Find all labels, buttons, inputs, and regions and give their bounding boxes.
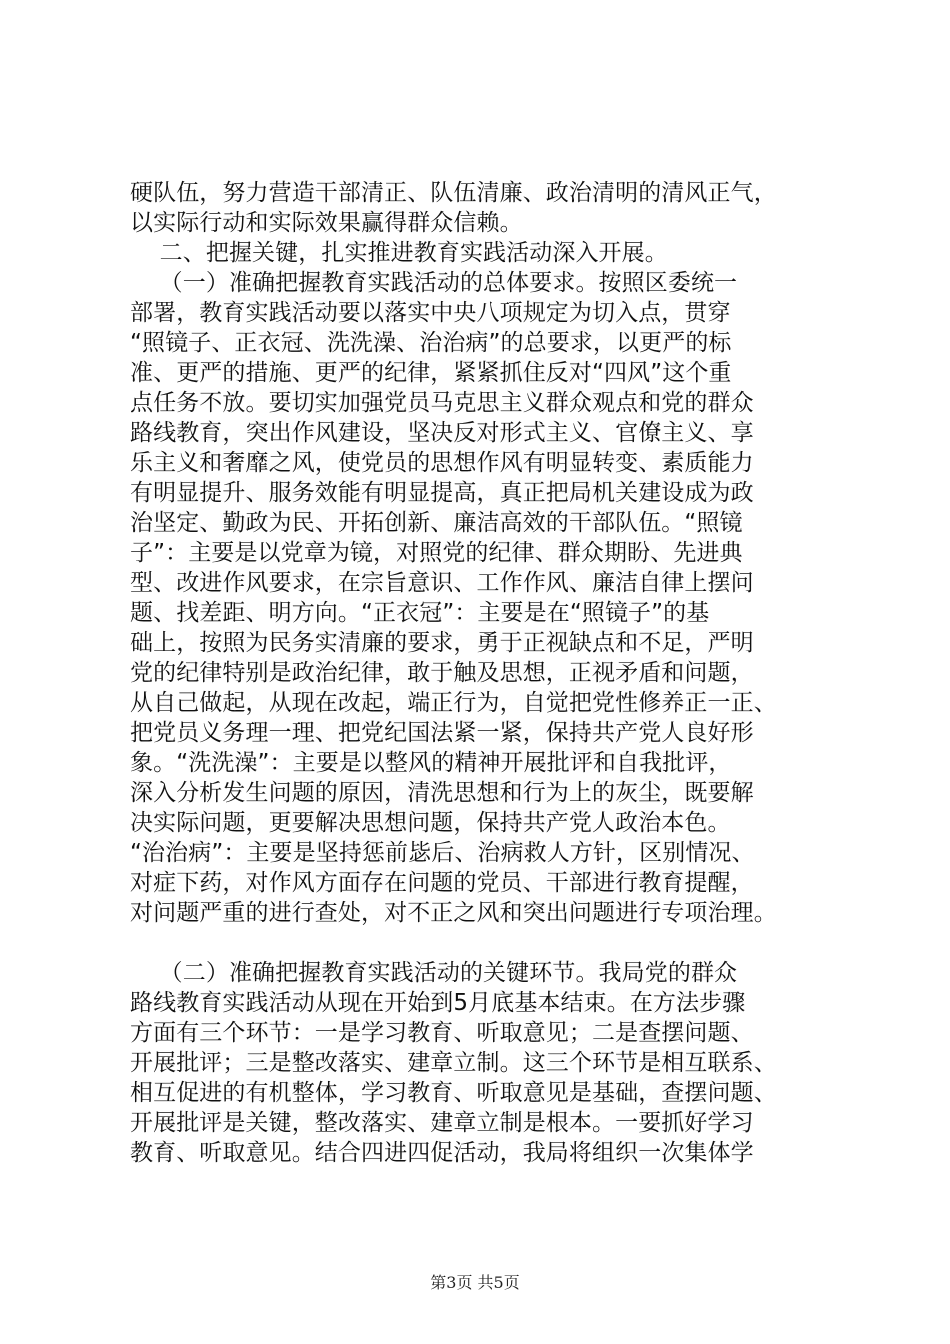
text-line: 路线教育实践活动从现在开始到5月底基本结束。在方法步骤 xyxy=(130,990,746,1016)
text-line: “照镜子、正衣冠、洗洗澡、治治病”的总要求，以更严的标 xyxy=(130,330,732,356)
text-line: 型、改进作风要求，在宗旨意识、工作作风、廉洁自律上摆问 xyxy=(130,570,754,596)
text-line: 题、找差距、明方向。“正衣冠”：主要是在“照镜子”的基 xyxy=(130,600,710,626)
text-line: 方面有三个环节：一是学习教育、听取意见；二是查摆问题、 xyxy=(130,1020,754,1046)
text-line: 治坚定、勤政为民、开拓创新、廉洁高效的干部队伍。“照镜 xyxy=(130,510,743,536)
text-line: 部署，教育实践活动要以落实中央八项规定为切入点，贯穿 xyxy=(130,300,731,326)
text-line: （一）准确把握教育实践活动的总体要求。按照区委统一 xyxy=(130,270,738,296)
text-line: 对症下药，对作风方面存在问题的党员、干部进行教育提醒， xyxy=(130,870,754,896)
text-line: 开展批评；三是整改落实、建章立制。这三个环节是相互联系、 xyxy=(130,1050,777,1076)
text-line: “治治病”：主要是坚持惩前毖后、治病救人方针，区别情况、 xyxy=(130,840,755,866)
text-line: 础上，按照为民务实清廉的要求，勇于正视缺点和不足，严明 xyxy=(130,630,754,656)
text-line: 子”：主要是以党章为镜，对照党的纪律、群众期盼、先进典 xyxy=(130,540,743,566)
text-line: 路线教育，突出作风建设，坚决反对形式主义、官僚主义、享 xyxy=(130,420,754,446)
text-line: 把党员义务理一理、把党纪国法紧一紧，保持共产党人良好形 xyxy=(130,720,754,746)
text-line: 准、更严的措施、更严的纪律，紧紧抓住反对“四风”这个重 xyxy=(130,360,732,386)
text-line: 深入分析发生问题的原因，清洗思想和行为上的灰尘，既要解 xyxy=(130,780,754,806)
text-line: 从自己做起，从现在改起，端正行为，自觉把党性修养正一正、 xyxy=(130,690,777,716)
text-line: 硬队伍，努力营造干部清正、队伍清廉、政治清明的清风正气， xyxy=(130,180,777,206)
text-line: 开展批评是关键，整改落实、建章立制是根本。一要抓好学习 xyxy=(130,1110,754,1136)
text-line: 党的纪律特别是政治纪律，敢于触及思想，正视矛盾和问题， xyxy=(130,660,754,686)
text-line: 有明显提升、服务效能有明显提高，真正把局机关建设成为政 xyxy=(130,480,754,506)
text-line: （二）准确把握教育实践活动的关键环节。我局党的群众 xyxy=(130,960,738,986)
text-line: 教育、听取意见。结合四进四促活动，我局将组织一次集体学 xyxy=(130,1140,754,1166)
text-line: 象。“洗洗澡”：主要是以整风的精神开展批评和自我批评， xyxy=(130,750,732,776)
page-number-footer: 第3页 共5页 xyxy=(430,1273,520,1292)
text-line: 点任务不放。要切实加强党员马克思主义群众观点和党的群众 xyxy=(130,390,754,416)
text-line: 乐主义和奢靡之风，使党员的思想作风有明显转变、素质能力 xyxy=(130,450,754,476)
text-line: 对问题严重的进行查处，对不正之风和突出问题进行专项治理。 xyxy=(130,900,777,926)
section-heading: 二、把握关键，扎实推进教育实践活动深入开展。 xyxy=(130,240,668,266)
text-line: 决实际问题，更要解决思想问题，保持共产党人政治本色。 xyxy=(130,810,731,836)
text-line: 以实际行动和实际效果赢得群众信赖。 xyxy=(130,210,523,236)
text-line: 相互促进的有机整体，学习教育、听取意见是基础，查摆问题、 xyxy=(130,1080,777,1106)
